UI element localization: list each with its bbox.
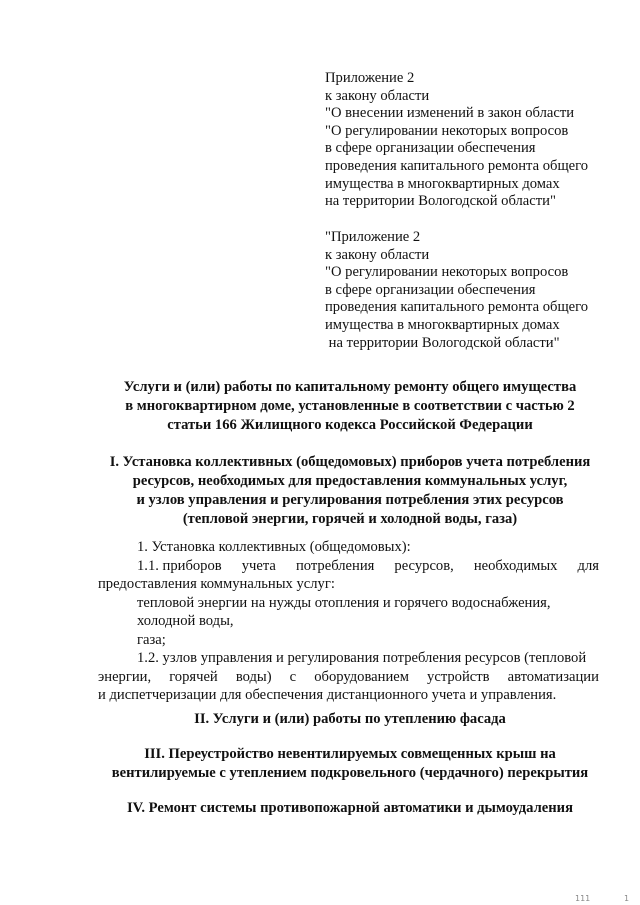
annex-line: Приложение 2 [325, 70, 415, 86]
title-line: в многоквартирном доме, установленные в соответствии с частью 2 [125, 398, 575, 414]
section1-title [80, 453, 620, 529]
main-title [80, 378, 620, 435]
annex-line: "О регулировании некоторых вопросов [325, 122, 569, 139]
sub-item: холодной воды, [137, 613, 234, 629]
annex-original-header [325, 229, 625, 352]
word: воды) [235, 669, 272, 685]
word: устройств [427, 669, 490, 685]
annex-line: "О внесении изменений в закон области [325, 105, 575, 122]
word: ресурсов, [394, 558, 454, 574]
section-title-line: III. Переустройство невентилируемых совмещенных крыш на [144, 746, 556, 762]
item-1-2-line3: и диспетчеризации для обеспечения дистанционного учета и управления. [98, 687, 557, 703]
word: оборудованием [314, 669, 409, 685]
annex-line: в сфере организации обеспечения [325, 140, 536, 157]
annex-line: в сфере организации обеспечения [325, 281, 536, 298]
section4-title: IV. Ремонт системы противопожарной автоматики и дымоудаления [127, 800, 573, 816]
annex-current-header [325, 70, 625, 211]
section-title-line: ресурсов, необходимых для предоставления коммунальных услуг, [132, 473, 568, 489]
title-line: статьи 166 Жилищного кодекса Российской Федерации [167, 417, 533, 433]
item-1-1-line1 [137, 557, 599, 576]
annex-line: на территории Вологодской области" [325, 193, 556, 210]
annex-line: "Приложение 2 [325, 229, 421, 245]
footer-mark: 111 [575, 894, 591, 903]
word: учета [241, 558, 276, 574]
word: потребления [295, 558, 375, 574]
annex-line: к закону области [325, 246, 430, 263]
title-line: Услуги и (или) работы по капитальному ремонту общего имущества [123, 379, 577, 395]
word: с [289, 669, 297, 685]
word: автоматизации [507, 669, 599, 685]
item-1-2-line2 [98, 668, 599, 687]
section-title-line: I. Установка коллективных (общедомовых) приборов учета потребления [109, 454, 591, 470]
section2-title: II. Услуги и (или) работы по утеплению фасада [194, 711, 506, 727]
item-1-1-line2: предоставления коммунальных услуг: [98, 576, 335, 592]
item-1-2-line1: 1.2. узлов управления и регулирования потребления ресурсов (тепловой [137, 650, 587, 666]
annex-line: проведения капитального ремонта общего [325, 157, 589, 174]
item-1: 1. Установка коллективных (общедомовых): [137, 539, 411, 555]
word: необходимых [473, 558, 558, 574]
annex-line: имущества в многоквартирных домах [325, 316, 560, 333]
footer-mark: 1 [624, 894, 630, 903]
section-title-line: (тепловой энергии, горячей и холодной воды, газа) [182, 511, 518, 527]
section-title-line: вентилируемые с утеплением подкровельного (чердачного) перекрытия [111, 765, 589, 781]
annex-line: к закону области [325, 87, 430, 104]
word: горячей [169, 669, 218, 685]
section-title-line: и узлов управления и регулирования потребления этих ресурсов [136, 492, 564, 508]
annex-line: проведения капитального ремонта общего [325, 299, 589, 316]
section3-title [80, 745, 620, 783]
word: 1.1. приборов [137, 558, 222, 574]
word: для [577, 558, 599, 574]
word: энергии, [98, 669, 152, 685]
sub-item: тепловой энергии на нужды отопления и горячего водоснабжения, [137, 595, 551, 611]
annex-line: "О регулировании некоторых вопросов [325, 264, 569, 281]
annex-line: на территории Вологодской области" [325, 334, 560, 351]
sub-item: газа; [137, 632, 166, 648]
annex-line: имущества в многоквартирных домах [325, 175, 560, 192]
